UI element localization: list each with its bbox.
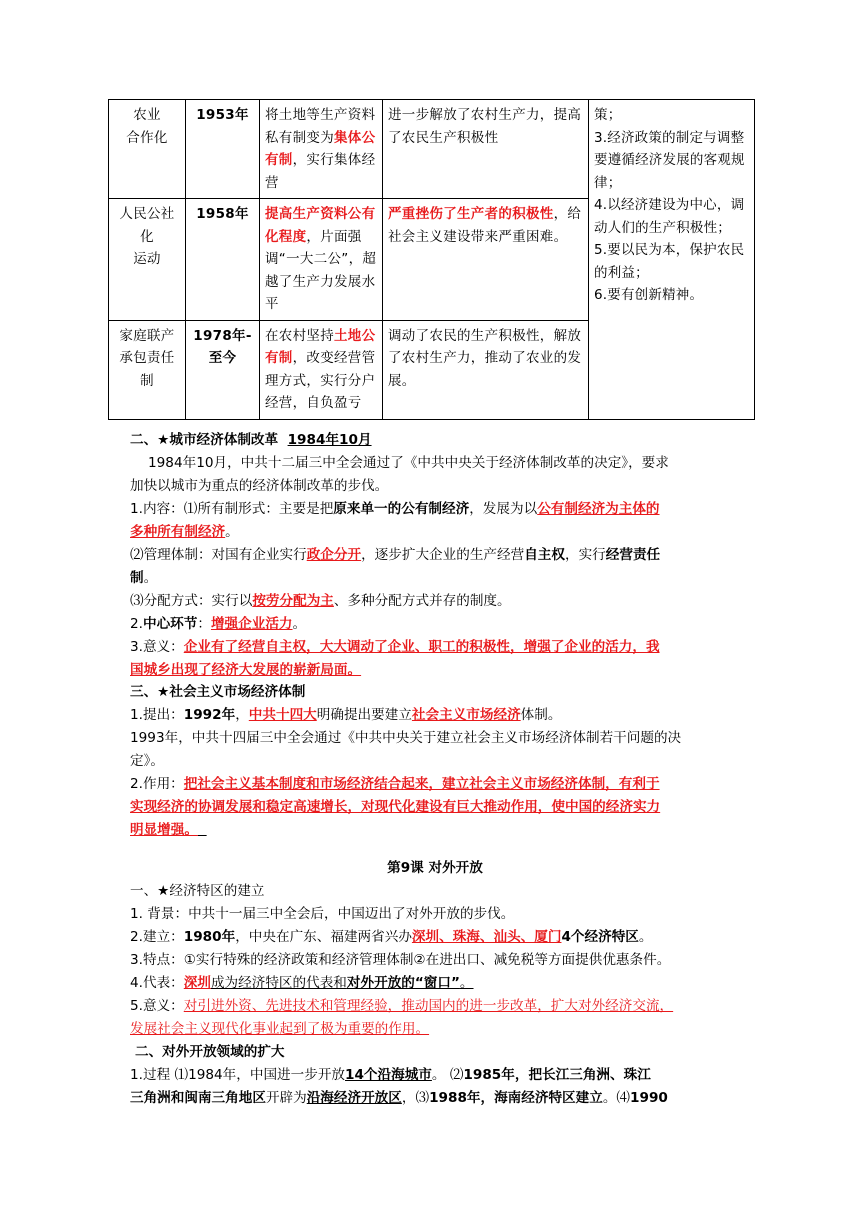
bold-text: 1980年 xyxy=(183,929,236,945)
row-name-line: 化 xyxy=(140,228,154,245)
text: 2.作用： xyxy=(130,776,184,792)
content-item xyxy=(130,636,740,659)
text: ，实行 xyxy=(565,547,606,563)
lesson-item: 5.要以民为本，保护农民的利益； xyxy=(594,242,745,281)
content-item xyxy=(130,773,740,796)
highlight-text: 国城乡出现了经济大发展的崭新局面。 xyxy=(130,662,362,678)
section-special-zones xyxy=(130,880,740,1110)
content-text: ，片面强调“一大二公”，超越了生产力发展水平 xyxy=(265,228,377,312)
content-item xyxy=(130,972,740,995)
row-effect-cell xyxy=(383,320,589,419)
bold-text: 1990 xyxy=(630,1090,668,1106)
row-name-line: 合作化 xyxy=(126,129,168,146)
text: ，逐步扩大企业的生产经营 xyxy=(361,547,525,563)
row-name-line: 制 xyxy=(140,372,154,389)
highlight-text: 政企分开 xyxy=(306,547,362,563)
text: 。 xyxy=(225,524,239,540)
row-name-line: 人民公社 xyxy=(119,206,175,222)
text: 。 xyxy=(459,975,474,991)
bold-text: 自主权 xyxy=(524,547,565,563)
paragraph-line: 1993年，中共十四届三中全会通过《中共中央关于建立社会主义市场经济体制若干问题的决 xyxy=(130,730,682,746)
text: 明确提出要建立 xyxy=(316,707,412,723)
text: 。 ⑵ xyxy=(431,1067,464,1083)
table-row xyxy=(109,100,755,199)
content-item: 3.特点：①实行特殊的经济政策和经济管理体制②在进出口、减免税等方面提供优惠条件。 xyxy=(130,952,671,968)
content-highlight: 集体公有制 xyxy=(265,129,376,168)
text: 2.建立： xyxy=(130,929,184,945)
text: 5.意义： xyxy=(130,998,184,1014)
reform-table xyxy=(108,99,755,420)
effect-text: 调动了农民的生产积极性，解放了农村生产力，推动了农业的发展。 xyxy=(388,327,582,389)
content-item xyxy=(130,590,740,613)
paragraph-line: 1984年10月，中共十二届三中全会通过了《中共中央关于经济体制改革的决定》，要求 xyxy=(148,455,669,471)
effect-text: ，给社会主义建设带来严重困难。 xyxy=(388,206,582,245)
row-year-cell: 1953年 xyxy=(186,100,260,199)
text: 体制。 xyxy=(520,707,562,723)
bold-text: 中心环节 xyxy=(142,616,198,632)
content-text: ，实行集体经营 xyxy=(265,152,376,191)
row-name-line: 承包责任 xyxy=(119,350,175,366)
highlight-text: 深圳 xyxy=(183,975,211,991)
lesson-item: 策； xyxy=(594,107,622,123)
row-name-line: 运动 xyxy=(133,251,161,267)
text: ： xyxy=(197,616,211,632)
bold-text: 经营责任 xyxy=(605,547,661,563)
row-name-line: 农业 xyxy=(133,107,161,123)
text: 。 xyxy=(638,929,653,945)
heading-date: 1984年10月 xyxy=(287,432,372,448)
effect-text: 进一步解放了农村生产力，提高了农民生产积极性 xyxy=(388,107,582,146)
row-effect-cell xyxy=(383,199,589,321)
text: 1.过程 ⑴1984年，中国进一步开放 xyxy=(130,1067,346,1083)
content-item xyxy=(130,498,740,521)
section-heading: 三、★社会主义市场经济体制 xyxy=(130,684,306,700)
highlight-text: 深圳、珠海、汕头、厦门 xyxy=(411,929,562,945)
text: 。 xyxy=(292,616,307,632)
highlight-text: 明显增强。 xyxy=(130,822,198,838)
text: ，⑶ xyxy=(401,1090,430,1106)
section-market-economy xyxy=(130,681,740,842)
bold-text: 原来单一的公有制经济 xyxy=(333,501,470,517)
lesson-item: 6.要有创新精神。 xyxy=(594,287,704,303)
row-name-cell xyxy=(109,100,186,199)
highlight-text: 企业有了经营自主权，大大调动了企业、职工的积极性，增强了企业的活力，我 xyxy=(183,639,660,655)
content-item xyxy=(130,544,740,567)
content-item xyxy=(130,521,740,544)
text: ⑵管理体制：对国有企业实行 xyxy=(130,547,307,563)
text: 3.意义： xyxy=(130,639,184,655)
text: 成为经济特区的代表和 xyxy=(210,975,347,991)
content-item xyxy=(130,613,740,636)
content-item xyxy=(130,995,740,1018)
content-highlight: 土地公有制 xyxy=(265,327,376,366)
paragraph-line: 加快以城市为重点的经济体制改革的步伐。 xyxy=(130,478,389,494)
text: 1.内容：⑴所有制形式：主要是把 xyxy=(130,501,334,517)
content-text: ，改变经营管理方式，实行分户经营，自负盈亏 xyxy=(265,350,376,411)
lesson-item: 3.经济政策的制定与调整要遵循经济发展的客观规律； xyxy=(594,129,745,191)
bold-text: 制 xyxy=(130,570,144,586)
lessons-cell xyxy=(589,100,755,420)
content-text: 将土地等生产资料私有制变为 xyxy=(265,107,376,146)
bold-text: 4个经济特区 xyxy=(561,929,639,945)
row-year-cell: 1978年-至今 xyxy=(186,320,260,419)
row-effect-cell xyxy=(383,100,589,199)
row-year-cell: 1958年 xyxy=(186,199,260,321)
content-item xyxy=(130,819,740,842)
bold-text: 1985年，把长江三角洲、珠江 xyxy=(463,1067,651,1083)
content-item xyxy=(130,567,740,590)
highlight-text: 多种所有制经济 xyxy=(130,524,226,540)
row-name-cell xyxy=(109,320,186,419)
text: 。⑷ xyxy=(602,1090,631,1106)
row-content-cell xyxy=(260,100,383,199)
row-content-cell xyxy=(260,320,383,419)
highlight-text: 把社会主义基本制度和市场经济结合起来，建立社会主义市场经济体制，有利于 xyxy=(183,776,660,792)
text: 。 xyxy=(143,570,158,586)
heading-text: 二、★城市经济体制改革 xyxy=(130,432,279,448)
bold-text: 三角洲和闽南三角地区 xyxy=(130,1090,266,1106)
row-name-line: 家庭联产 xyxy=(119,327,175,344)
highlight-text: 社会主义市场经济 xyxy=(411,707,521,723)
content-item xyxy=(130,659,740,682)
bold-text: 1988年，海南经济特区建立 xyxy=(429,1090,603,1106)
highlight-text: 公有制经济为主体的 xyxy=(537,501,660,517)
content-item xyxy=(130,1064,740,1087)
text: 1.提出： xyxy=(130,707,184,723)
highlight-text: 发展社会主义现代化事业起到了极为重要的作用。 xyxy=(130,1021,430,1037)
text: 、多种分配方式并存的制度。 xyxy=(333,593,511,609)
effect-highlight: 严重挫伤了生产者的积极性 xyxy=(388,206,554,222)
paragraph-line: 定》。 xyxy=(130,753,164,769)
section-urban-reform xyxy=(130,429,740,682)
lesson-item: 4.以经济建设为中心，调动人们的生产积极性； xyxy=(594,197,745,236)
row-content-cell xyxy=(260,199,383,321)
text: 4.代表： xyxy=(130,975,184,991)
section-heading: 二、对外开放领域的扩大 xyxy=(135,1044,285,1060)
highlight-text: 按劳分配为主 xyxy=(252,593,334,609)
content-item xyxy=(130,926,740,949)
content-item xyxy=(130,704,740,727)
section-heading: 一、★经济特区的建立 xyxy=(130,883,265,899)
highlight-text: 增强企业活力 xyxy=(210,616,293,632)
lesson-title: 第9课 对外开放 xyxy=(387,860,483,876)
bold-text: 1992年 xyxy=(183,707,236,723)
text: ，中央在广东、福建两省兴办 xyxy=(235,929,412,945)
bold-text: 对外开放的“窗口” xyxy=(346,975,460,991)
text: ⑶分配方式：实行以 xyxy=(130,593,253,609)
text: 开辟为 xyxy=(265,1090,307,1106)
section-heading xyxy=(130,429,740,452)
bold-text: 沿海经济开放区 xyxy=(306,1090,402,1106)
bold-text: 14个沿海城市 xyxy=(345,1067,432,1083)
text: ，发展为以 xyxy=(469,501,538,517)
content-text: 在农村坚持 xyxy=(265,327,334,344)
text: ， xyxy=(235,707,249,723)
highlight-text: 对引进外资、先进技术和管理经验，推动国内的进一步改革，扩大对外经济交流， xyxy=(183,998,674,1014)
highlight-text: 中共十四大 xyxy=(248,707,317,723)
content-highlight: 提高生产资料公有化程度 xyxy=(265,206,376,245)
highlight-text: 实现经济的协调发展和稳定高速增长，对现代化建设有巨大推动作用，使中国的经济实力 xyxy=(130,799,661,815)
content-item xyxy=(130,1087,740,1110)
text: 2. xyxy=(130,616,143,632)
content-item xyxy=(130,1018,740,1041)
underline-pad xyxy=(198,822,207,838)
content-item: 1. 背景：中共十一届三中全会后，中国迈出了对外开放的步伐。 xyxy=(130,906,515,922)
content-item xyxy=(130,796,740,819)
row-name-cell xyxy=(109,199,186,321)
